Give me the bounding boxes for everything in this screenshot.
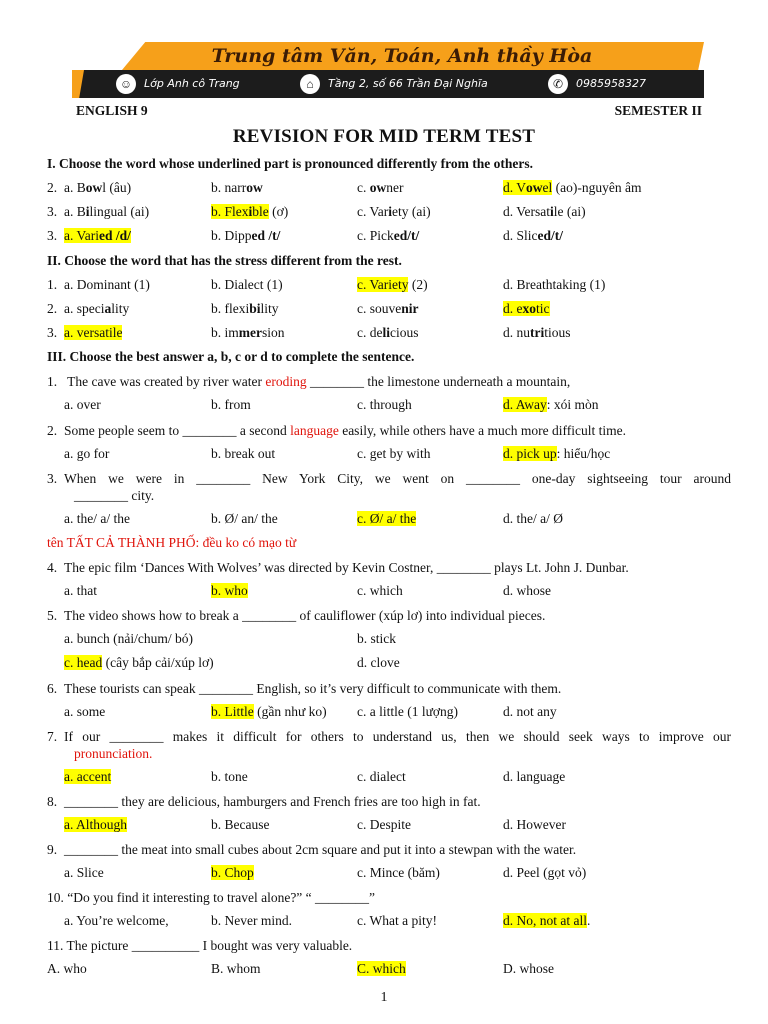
option-d-answer: d. No, not at all. <box>503 913 591 928</box>
option-b-answer: b. Little (gần như ko) <box>211 704 327 719</box>
s3-q6-options <box>0 704 768 724</box>
s3-q1-options <box>0 397 768 417</box>
section-3-heading: III. Choose the best answer a, b, c or d to complete the sentence. <box>47 349 415 364</box>
option-b-answer: b. Chop <box>211 865 254 880</box>
teacher-note: tên TẤT CẢ THÀNH PHỐ: đều ko có mạo từ <box>47 535 297 550</box>
option-c: c. delicious <box>357 325 419 340</box>
section-1-heading: I. Choose the word whose underlined part is pronounced differently from the others. <box>47 156 534 171</box>
option-a: a. speciality <box>64 301 130 316</box>
option-b: b. break out <box>211 446 276 461</box>
subject-label: ENGLISH 9 <box>76 103 148 118</box>
option-c: c. dialect <box>357 769 406 784</box>
banner-title: Trung tâm Văn, Toán, Anh thầy Hòa <box>211 45 593 67</box>
s2-q2 <box>0 301 768 321</box>
question-number: 3. <box>47 228 58 243</box>
option-a-answer: a. versatile <box>64 325 123 340</box>
option-d: d. the/ a/ Ø <box>503 511 563 526</box>
option-d: d. Sliced/t/ <box>503 228 564 243</box>
option-b-answer: b. who <box>211 583 248 598</box>
banner-address: Tầng 2, số 66 Trần Đại Nghĩa <box>328 77 488 90</box>
user-icon: ☺ <box>116 74 136 94</box>
s3-q9-options <box>0 865 768 885</box>
option-a: a. Bilingual (ai) <box>64 204 150 219</box>
section-2-heading: II. Choose the word that has the stress different from the rest. <box>47 253 402 268</box>
option-c: c. which <box>357 583 403 598</box>
s3-q5-options-row2 <box>0 655 768 675</box>
s3-q9-stem: 9. ________ the meat into small cubes about 2cm square and put it into a stewpan with the water. <box>47 842 577 857</box>
page-title: REVISION FOR MID TERM TEST <box>232 126 536 147</box>
option-d: D. whose <box>503 961 554 976</box>
option-c: c. What a pity! <box>357 913 437 928</box>
s1-q2 <box>0 204 768 224</box>
s3-q5-stem: 5. The video shows how to break a ________ of cauliflower (xúp lơ) into individual pieces. <box>47 608 546 623</box>
s3-q2-stem: 2. Some people seem to ________ a second language easily, while others have a much more difficult time. <box>47 423 626 438</box>
option-a: a. You’re welcome, <box>64 913 169 928</box>
page-number: 1 <box>380 990 388 1005</box>
question-number: 3. <box>47 325 58 340</box>
option-c-answer: C. which <box>357 961 406 976</box>
option-c: c. Mince (băm) <box>357 865 440 880</box>
s3-q4-stem: 4. The epic film ‘Dances With Wolves’ was directed by Kevin Costner, ________ plays Lt. John J. Dunbar. <box>47 560 629 575</box>
option-c: c. through <box>357 397 412 412</box>
option-c-answer: c. head (cây bắp cải/xúp lơ) <box>64 655 214 670</box>
home-icon: ⌂ <box>300 74 320 94</box>
option-c-answer: c. Variety (2) <box>357 277 428 292</box>
option-b: b. Dialect (1) <box>211 277 283 292</box>
option-d: d. nutritious <box>503 325 571 340</box>
option-b: B. whom <box>211 961 261 976</box>
banner-phone: 0985958327 <box>576 77 646 90</box>
option-b: b. Never mind. <box>211 913 292 928</box>
option-a: a. Dominant (1) <box>64 277 150 292</box>
option-a: a. bunch (nải/chum/ bó) <box>64 631 193 646</box>
option-c: c. get by with <box>357 446 431 461</box>
option-c: c. Variety (ai) <box>357 204 431 219</box>
option-b: b. Dipped /t/ <box>211 228 281 243</box>
option-d-answer: d. Away: xói mòn <box>503 397 599 412</box>
option-d: d. However <box>503 817 566 832</box>
option-d: d. Breathtaking (1) <box>503 277 606 292</box>
header-banner <box>72 42 704 98</box>
option-d: d. Peel (gọt vỏ) <box>503 865 587 880</box>
option-d: d. language <box>503 769 566 784</box>
option-d: d. clove <box>357 655 400 670</box>
option-b: b. Because <box>211 817 270 832</box>
question-number: 2. <box>47 180 58 195</box>
s3-q1-stem: 1. The cave was created by river water eroding ________ the limestone underneath a mountain, <box>47 374 571 389</box>
s3-q7-stem-line2: pronunciation. <box>74 746 153 761</box>
option-a: a. Slice <box>64 865 104 880</box>
option-a-answer: a. Although <box>64 817 127 832</box>
s3-q11-options <box>0 961 768 981</box>
option-c: c. owner <box>357 180 404 195</box>
option-d: d. Versatile (ai) <box>503 204 586 219</box>
option-a: a. the/ a/ the <box>64 511 130 526</box>
option-b: b. narrow <box>211 180 263 195</box>
option-a-answer: a. Varied /d/ <box>64 228 131 243</box>
option-c: c. Despite <box>357 817 411 832</box>
s3-q6-stem: 6. These tourists can speak ________ English, so it’s very difficult to communicate with them. <box>47 681 562 696</box>
option-a: a. over <box>64 397 101 412</box>
s3-q4-options <box>0 583 768 603</box>
banner-stripe <box>72 70 84 98</box>
option-d: d. whose <box>503 583 551 598</box>
option-c-answer: c. Ø/ a/ the <box>357 511 417 526</box>
option-d: d. not any <box>503 704 557 719</box>
option-b: b. from <box>211 397 251 412</box>
option-b: b. flexibility <box>211 301 279 316</box>
option-c: c. a little (1 lượng) <box>357 704 459 719</box>
option-c: c. souvenir <box>357 301 419 316</box>
option-b: b. immersion <box>211 325 285 340</box>
question-number: 1. <box>47 277 58 292</box>
s3-q3-options <box>0 511 768 531</box>
s2-q1 <box>0 277 768 297</box>
s3-q7-stem-line1: 7. If our ________ makes it difficult for others to understand us, then we should seek ways to improve our <box>47 729 731 744</box>
s3-q8-options <box>0 817 768 837</box>
banner-contact-bar <box>72 70 704 98</box>
option-c: c. Picked/t/ <box>357 228 420 243</box>
semester-label: SEMESTER II <box>614 103 702 118</box>
s1-q3 <box>0 228 768 248</box>
s3-q8-stem: 8. ________ they are delicious, hamburgers and French fries are too high in fat. <box>47 794 481 809</box>
option-b: b. tone <box>211 769 248 784</box>
s3-q5-options-row1 <box>0 631 768 651</box>
option-d-answer: d. pick up: hiểu/học <box>503 446 611 461</box>
option-a: a. go for <box>64 446 110 461</box>
option-a: a. Bowl (âu) <box>64 180 132 195</box>
banner-class: Lớp Anh cô Trang <box>144 77 240 90</box>
phone-icon: ✆ <box>548 74 568 94</box>
s3-q3-stem-line1: 3. When we were in ________ New York City, we went on ________ one-day sightseeing tour around <box>47 471 731 486</box>
option-a: a. that <box>64 583 97 598</box>
option-d-answer: d. Vowel (ao)-nguyên âm <box>503 180 642 195</box>
s3-q10-options <box>0 913 768 933</box>
question-number: 3. <box>47 204 58 219</box>
s3-q11-stem: 11. The picture __________ I bought was very valuable. <box>47 938 353 953</box>
option-d-answer: d. exotic <box>503 301 550 316</box>
option-a-answer: a. accent <box>64 769 112 784</box>
option-b-answer: b. Flexible (ơ) <box>211 204 289 219</box>
s1-q1 <box>0 180 768 200</box>
option-b: b. stick <box>357 631 396 646</box>
s3-q2-options <box>0 446 768 466</box>
s3-q7-options <box>0 769 768 789</box>
s3-q3-stem-line2: ________ city. <box>74 488 155 503</box>
option-a: A. who <box>47 961 87 976</box>
s3-q10-stem: 10. “Do you find it interesting to travel alone?” “ ________” <box>47 890 376 905</box>
option-a: a. some <box>64 704 106 719</box>
s2-q3 <box>0 325 768 345</box>
question-number: 2. <box>47 301 58 316</box>
option-b: b. Ø/ an/ the <box>211 511 278 526</box>
